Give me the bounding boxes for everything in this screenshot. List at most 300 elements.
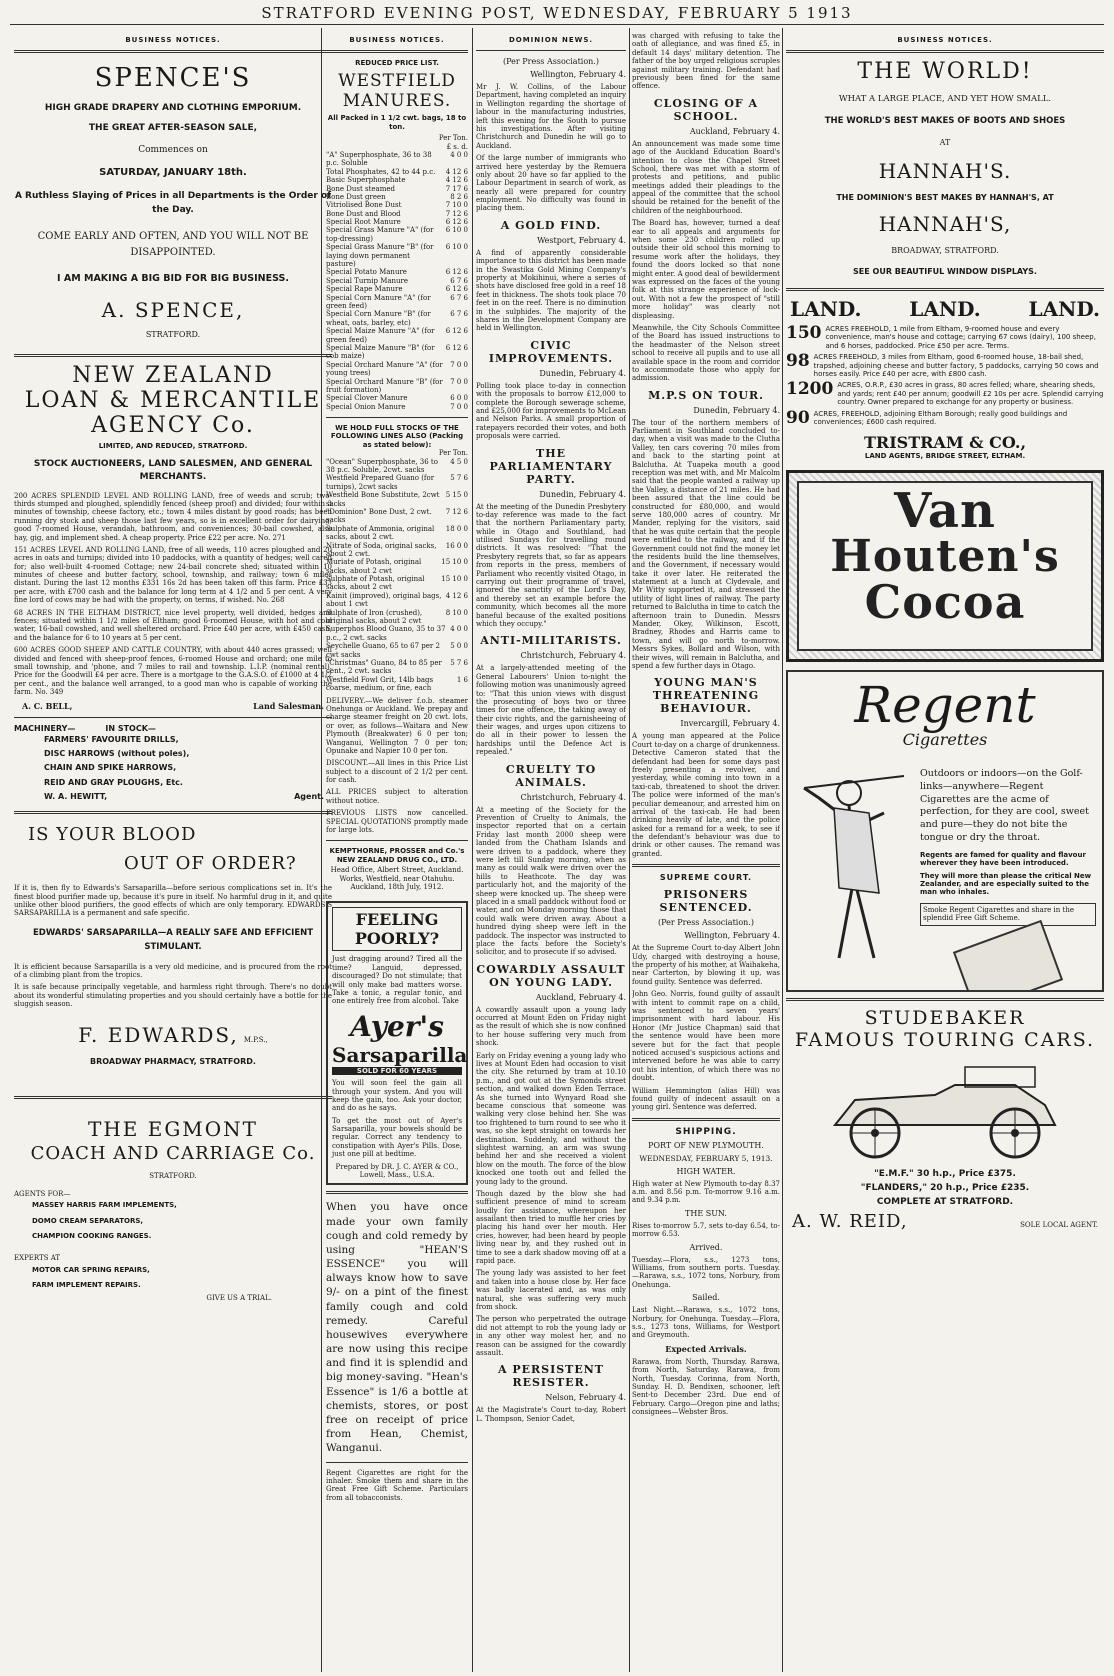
price-item-value: 6 12 6 <box>445 285 468 294</box>
blood-subhead: EDWARDS' SARSAPARILLA—A REALLY SAFE AND EFFICIENT STIMULANT. <box>32 927 314 953</box>
price-item-value: 7 0 0 <box>450 377 468 386</box>
egmont-experts-list <box>32 1263 332 1294</box>
divider <box>14 50 332 53</box>
price-item-name: Bone Dust green <box>326 192 386 201</box>
news-para: A cowardly assault upon a young lady occurred at Mount Eden on Friday night as the result of which she is now confined to her house suffering very much from shock. <box>476 1005 626 1048</box>
touring-title: FAMOUS TOURING CARS. <box>794 1028 1096 1051</box>
news-para: Polling took place to-day in connection with the proposals to borrow £12,000 to complete the Borough sewerage scheme, and £25,000 for improvements to McLean and Nelson Parks. A small proportion of ratepayers recorded their votes, and both proposals were carried. <box>476 381 626 441</box>
spence-come: COME EARLY AND OFTEN, AND YOU WILL NOT BE DISAPPOINTED. <box>37 231 309 258</box>
price-item-value: 5 7 6 <box>450 659 468 667</box>
headline-resister: A PERSISTENT RESISTER. <box>497 1363 604 1390</box>
spence-name: A. SPENCE, <box>101 298 245 322</box>
price-row <box>326 575 468 592</box>
column-5 <box>786 28 1104 1672</box>
cocoa-word: Cocoa <box>864 574 1026 629</box>
agent-role: Land Salesman. <box>253 700 324 711</box>
headline-behaviour: YOUNG MAN'S THREATENING BEHAVIOUR. <box>652 676 760 716</box>
price-row <box>326 277 468 285</box>
arrived-heading: Arrived. <box>689 1242 723 1252</box>
price-row <box>326 625 468 642</box>
news-para: William Hemmington (alias Hill) was found guilty of indecent assault on a young girl. Sentence was deferred. <box>632 1086 780 1112</box>
ayer-body: Just dragging around? Tired all the time? Languid, depressed, discouraged? Do not stimulate; that will only make bad matters worse. Take a tonic, a regular tonic, and one entirely free from alcohol. Take <box>332 955 462 1006</box>
price-item-name: Sulphate of Ammonia, original sacks, about 2 cwt. <box>326 524 435 542</box>
westfield-title-1: WESTFIELD <box>338 71 456 92</box>
spence-advert <box>14 63 332 340</box>
price-row <box>326 201 468 209</box>
egmont-advert <box>14 1117 332 1303</box>
price-item-value: 7 12 6 <box>445 507 468 516</box>
land-word: LAND. <box>909 297 981 321</box>
price-item-value: 15 10 0 <box>441 575 468 584</box>
agency-item: DOMO CREAM SEPARATORS, <box>32 1216 144 1225</box>
hewitt-name: W. A. HEWITT, <box>44 792 108 802</box>
regent-note: Regent Cigarettes are right for the inhaler. Smoke them and share in the Great Free Gift Scheme. Particulars from all tobacconists. <box>326 1468 468 1502</box>
machinery-label: MACHINERY— <box>14 723 76 733</box>
regent-box-text: Smoke Regent Cigarettes and share in the splendid Free Gift Scheme. <box>920 903 1096 926</box>
price-item-name: Westfield Prepared Guano (for turnips), 2cwt sacks <box>326 474 435 491</box>
price-item-value: 6 7 6 <box>450 293 468 302</box>
price-row <box>326 185 468 193</box>
cigarette-packet <box>953 919 1063 992</box>
headline-school: CLOSING OF A SCHOOL. <box>653 96 759 123</box>
hannahs-window: SEE OUR BEAUTIFUL WINDOW DISPLAYS. <box>853 267 1037 276</box>
world-best: THE WORLD'S BEST MAKES OF BOOTS AND SHOES <box>824 116 1066 126</box>
acre-number: 90 <box>786 407 810 428</box>
divider <box>476 50 626 51</box>
divider <box>786 288 1104 291</box>
news-para: At the meeting of the Dunedin Presbytery to-day reference was made to the fact that the northern Parliamentary party, while in Otago and Southland, had utilised Sundays for travelling round districts. It was resolved: "That the Presbytery regrets that, so far as appears from reports in the press, members of Parliament who recently visited Otago, in carrying out their programme of travel, ignored the sanctity of the Lord's Day, and thereby set an example before the community, which becomes all the more baneful because of the exalted positions which they occupy." <box>476 502 626 628</box>
flanders-price: "FLANDERS," 20 h.p., Price £235. <box>860 1182 1030 1193</box>
tristram-sub: LAND AGENTS, BRIDGE STREET, ELTHAM. <box>864 451 1026 460</box>
spence-sale: THE GREAT AFTER-SEASON SALE, <box>88 123 258 133</box>
column-2 <box>326 28 468 1672</box>
news-para: Though dazed by the blow she had sufficient presence of mind to scream loudly for assistance, whereupon her assailant then tried to muffle her cries by placing his hand over her mouth. Her cries, however, had been heard by people living near by, and they rushed out in time to see a dark shadow moving off at a rapid pace. <box>476 1189 626 1266</box>
machinery-item: CHAIN AND SPIKE HARROWS, <box>44 763 177 773</box>
nzloan-listing: 68 ACRES IN THE ELTHAM DISTRICT, nice level property, well divided, hedges and fences; situated within 1 1/2 miles of Eltham; good 6-roomed House, with hot and cold water, 16-bail cowshed, and well sheltered orchard. Price £40 per acre, with £450 cash, and the balance for 6 to 10 years at 5 per cent. <box>14 608 332 642</box>
dateline: Christchurch, February 4. <box>520 792 626 802</box>
high-water-text: High water at New Plymouth to-day 8.37 a.m. and 8.56 p.m. To-morrow 9.16 a.m. and 9.34 p.m. <box>632 1179 780 1205</box>
price-row <box>326 268 468 276</box>
blood-para: It is efficient because Sarsaparilla is a very old medicine, and is procured from the root of a climbing plant from the tropics. <box>14 962 332 979</box>
press-assoc: (Per Press Association.) <box>658 918 754 928</box>
price-item-name: Sulphate of Iron (crushed), original sacks, about 2 cwt <box>326 608 423 626</box>
regent-cigarettes: Cigarettes <box>902 729 988 749</box>
delivery-note: DELIVERY.—We deliver f.o.b. steamer Onehunga or Auckland. We prepay and charge steamer freight on 20 cwt. lots, or over, as follows—Waitara and New Plymouth (Breakwater) 6 0 per ton; Wanganui, Wellington 7 0 per ton; Opunake and Napier 10 0 per ton. <box>326 696 468 755</box>
news-para: The person who perpetrated the outrage did not attempt to rob the young lady or in any other way molest her, and no reason can be assigned for the cowardly assault. <box>476 1315 626 1357</box>
nzloan-stock: STOCK AUCTIONEERS, LAND SALESMEN, AND GENERAL MERCHANTS. <box>33 459 313 482</box>
sun-heading: THE SUN. <box>685 1208 727 1218</box>
dateline: Wellington, February 4. <box>684 931 780 941</box>
world-sub: WHAT A LARGE PLACE, AND YET HOW SMALL. <box>838 94 1052 104</box>
news-para: The young lady was assisted to her feet and taken into a house close by. Her face was badly lacerated and, as was only natural, she was suffering very much from shock. <box>476 1269 626 1311</box>
price-row <box>326 592 468 609</box>
price-item-name: Special Onion Manure <box>326 402 406 411</box>
nzloan-title-3: AGENCY Co. <box>91 413 255 438</box>
price-row <box>326 193 468 201</box>
news-para: A young man appeared at the Police Court to-day on a charge of drunkenness. Detective Cameron stated that the defendant had been for some days past freely presenting a revolver, and yesterday, while coming into town in a taxi-cab, threatened to shoot the driver. The police were informed of the man's peculiar demeanour, and arrested him on arrival of the taxi-cab. He had been drinking heavily of late, and the police asked for a remand for a week, to see if the defendant's behaviour was due to drink or other causes. The remand was granted. <box>632 732 780 858</box>
car-illustration <box>815 1055 1075 1165</box>
price-item-value: 4 5 0 <box>450 457 468 466</box>
news-para: An announcement was made some time ago of the Auckland Education Board's intention to close the Chapel Street School, there was met with a storm of protests and petitions, and public meetings added their pleadings to the appeal of the committee that the school should be retained for the benefit of the children of the neighbourhood. <box>632 139 780 215</box>
news-para: A find of apparently considerable importance to this district has been made in the Swastika Gold Mining Company's property at Mokihinui, where a series of shots have disclosed free gold in a reef 18 feet in thickness. The shots took place 70 feet in on the reef. There is no diminution in the sulphides. The majority of the shares in the Development Company are held in Wellington. <box>476 248 626 333</box>
price-row <box>326 394 468 402</box>
kempthorne: KEMPTHORNE, PROSSER and Co.'s NEW ZEALAND DRUG CO., LTD. <box>329 847 465 864</box>
blood-para: It is safe because principally vegetable, and harmless right through. There's no doubt about its wonderful stimulating properties and you should certainly have a bottle for the sluggish season. <box>14 983 332 1009</box>
price-row <box>326 542 468 559</box>
hannahs-broadway: BROADWAY, STRATFORD. <box>891 246 999 255</box>
nzloan-listing: 151 ACRES LEVEL AND ROLLING LAND, free of all weeds, 110 acres ploughed and 20 acres in oats and turnips; divided into 10 paddocks, with a quantity of hedges; well cared for; also well-built 4-roomed Cottage; new 24-bail concrete shed; situated within 10 minutes of cheese and butter factory, school, township, and railway; town 6 miles distant. During the last 12 months £331 16s 2d has been taken off this farm. Price £33 per acre, with £700 cash and the balance for long term at 4 1/2 and 5 per cent. A very fine lord of cows may be had with the property, on terms, if wished. No. 268 <box>14 545 332 605</box>
price-item-name: Special Potato Manure <box>326 268 407 277</box>
sun-text: Rises to-morrow 5.7, sets to-day 6.54, to-morrow 6.53. <box>632 1221 780 1239</box>
price-item-name: Special Rape Manure <box>326 285 403 294</box>
price-item-name: Total Phosphates, 42 to 44 p.c. <box>326 167 436 176</box>
price-row <box>326 210 468 218</box>
price-item-value: 6 7 6 <box>450 310 468 319</box>
price-item-name: Vitriolised Bone Dust <box>326 201 402 210</box>
section-label: BUSINESS NOTICES. <box>897 36 993 44</box>
regent-brand: Regent <box>854 675 1036 734</box>
section-label: BUSINESS NOTICES. <box>349 36 445 44</box>
reid-sign <box>792 1211 1098 1232</box>
price-item-name: Kainit (improved), original bags, about 1 cwt <box>326 591 442 609</box>
price-item-name: Seychelle Guano, 65 to 67 per 2 cwt sacks <box>326 642 440 659</box>
spence-date: SATURDAY, JANUARY 18th. <box>99 167 247 178</box>
golfer-illustration <box>794 768 914 968</box>
blood-advert <box>14 824 332 1065</box>
acre-listing <box>786 325 1104 350</box>
price-row <box>326 151 468 168</box>
machinery-list <box>44 733 332 791</box>
agent-name: A. C. BELL, <box>22 700 73 711</box>
price-row <box>326 525 468 542</box>
feeling-poorly: FEELING POORLY? <box>332 907 462 951</box>
divider <box>632 1118 780 1121</box>
egmont-town: STRATFORD. <box>149 1171 197 1180</box>
manure-price-list <box>326 151 468 411</box>
price-item-name: Special Grass Manure "A" (for top-dressing) <box>326 226 434 243</box>
divider <box>326 1462 468 1463</box>
blood-para: If it is, then fly to Edwards's Sarsaparilla—before serious complications set in. It's the finest blood purifier made up, because it's pure in itself. No harmful drug in it, and quite unlike other blood purifiers, the good effects of which are only temporary. EDWARDS'S SARSAPARILLA is a permanent and safe specific. <box>14 884 332 918</box>
section-label: BUSINESS NOTICES. <box>125 36 221 44</box>
price-item-value: 6 12 6 <box>445 343 468 352</box>
ayer-advert <box>326 901 468 1185</box>
machinery-item: REID AND GRAY PLOUGHS, Etc. <box>44 777 183 787</box>
egmont-title-2: COACH AND CARRIAGE Co. <box>30 1142 316 1164</box>
price-item-value: 6 12 6 <box>445 268 468 277</box>
nzloan-title-2: LOAN & MERCANTILE <box>24 388 322 413</box>
acre-listings <box>786 325 1104 427</box>
headline-anti: ANTI-MILITARISTS. <box>480 634 622 648</box>
price-item-value: 4 0 0 <box>450 625 468 634</box>
hannahs-2: HANNAH'S, <box>878 212 1012 236</box>
regent-text: Outdoors or indoors—on the Golf-links—anywhere—Regent Cigarettes are the acme of perfection, for they are cool, sweet and pure—they do not bite the tongue or dry the throat. <box>920 767 1089 843</box>
price-row <box>326 403 468 411</box>
price-item-name: "A" Superphosphate, 36 to 38 p.c. Soluble <box>326 150 432 168</box>
discount-note: DISCOUNT.—All lines in this Price List subject to a discount of 2 1/2 per cent. for cash. <box>326 759 468 785</box>
blood-title-1: IS YOUR BLOOD <box>28 824 197 846</box>
regent-small-2: They will more than please the critical New Zealander, and are especially suited to the man who inhales. <box>920 871 1092 897</box>
hewitt-role: Agent. <box>294 792 324 802</box>
price-row <box>326 176 468 184</box>
price-item-value: 5 15 0 <box>445 491 468 500</box>
headline-tour: M.P.S ON TOUR. <box>648 388 764 402</box>
egmont-trial: GIVE US A TRIAL. <box>206 1293 272 1302</box>
column-rule <box>782 28 783 1672</box>
reid-role: SOLE LOCAL AGENT. <box>1020 1220 1098 1229</box>
studebaker-title: STUDEBAKER <box>864 1006 1026 1029</box>
acre-listing <box>786 407 1104 428</box>
column-rule <box>472 28 473 1672</box>
machinery-item: DISC HARROWS (without poles), <box>44 748 190 758</box>
in-stock-label: IN STOCK— <box>105 723 156 733</box>
complete-at: COMPLETE AT STRATFORD. <box>876 1196 1014 1207</box>
price-item-value: 6 10 0 <box>445 243 468 252</box>
divider <box>786 50 1104 53</box>
price-item-value: 6 12 6 <box>445 327 468 336</box>
arrived-text: Tuesday.—Flora, s.s., 1273 tons, Williams, from southern ports. Tuesday.—Rarawa, s.s., 1072 tons, Norbury, from Onehunga. <box>632 1255 780 1289</box>
acre-listing <box>786 353 1104 378</box>
acre-number: 1200 <box>786 379 834 400</box>
price-item-value: 18 0 0 <box>445 524 468 533</box>
egmont-experts: EXPERTS AT <box>14 1254 61 1263</box>
headline-gold: A GOLD FIND. <box>500 218 602 232</box>
world-title: THE WORLD! <box>857 59 1033 84</box>
price-item-name: Westfield Bone Substitute, 2cwt sacks <box>326 491 440 508</box>
price-item-value: 15 10 0 <box>441 558 468 567</box>
acre-listing <box>786 381 1104 406</box>
dateline: Nelson, February 4. <box>545 1393 626 1403</box>
masthead: STRATFORD EVENING POST, WEDNESDAY, FEBRUARY 5 1913 <box>261 4 853 22</box>
egmont-agent-list <box>32 1198 332 1244</box>
price-item-value: 4 12 6 <box>445 167 468 176</box>
price-row <box>326 226 468 243</box>
price-item-name: Sulphate of Potash, original sacks, about 2 cwt <box>326 575 425 592</box>
divider <box>326 840 468 841</box>
price-item-value: 16 0 0 <box>445 541 468 550</box>
divider <box>14 717 332 718</box>
nzloan-agent <box>22 701 324 711</box>
headline-civic: CIVIC IMPROVEMENTS. <box>488 338 614 365</box>
previous-note: PREVIOUS LISTS now cancelled. SPECIAL QUOTATIONS promptly made for large lots. <box>326 809 468 835</box>
agency-item: CHAMPION COOKING RANGES. <box>32 1232 152 1241</box>
price-item-value: 1 6 <box>456 675 468 684</box>
machinery-heading <box>14 724 332 733</box>
price-item-value: 6 10 0 <box>445 226 468 235</box>
masthead-rule <box>10 24 1104 25</box>
hannahs-advert <box>786 59 1104 276</box>
price-item-name: Special Grass Manure "B" (for laying down permanent pasture) <box>326 243 434 269</box>
price-row <box>326 558 468 575</box>
price-item-name: Muriate of Potash, original sacks, about 2 cwt <box>326 558 422 575</box>
acre-text: ACRES FREEHOLD, 3 miles from Eltham, good 6-roomed house, 18-bail shed, trapshed, adjoining cheese and butter factory, 5 paddocks, carrying 50 cows and horses easily. Price £40 per acre, with £800 cash. <box>813 353 1099 378</box>
column-3 <box>476 28 626 1672</box>
land-word: LAND. <box>790 297 862 321</box>
expected-text: Rarawa, from North, Thursday. Rarawa, from North, Saturday. Rarawa, from North, Tuesday. Corinna, from North, Sunday. H. D. Bendixen, schooner, left Sent-to December 23rd. Due end of February. Cargo—Oregon pine and laths; consignees—Webster Bros. <box>632 1357 780 1417</box>
nz-loan-advert <box>14 363 332 801</box>
regent-advert <box>786 670 1104 992</box>
emf-price: "E.M.F." 30 h.p., Price £375. <box>874 1168 1016 1179</box>
news-para: Meanwhile, the City Schools Committee of the Board has issued instructions to the headmaster of the Nelson street school to receive all pupils and to use all available space in the room and corridor to accommodate those who apply for admission. <box>632 323 780 383</box>
nzloan-listing: 600 ACRES GOOD SHEEP AND CATTLE COUNTRY, with about 440 acres grassed; well divided and fenced with sheep-proof fences, 6-roomed House and orchard; one mile to small township, and 'phone, and 7 miles to rail and township. L.I.P. (nominal rental). Price for the Goodwill £4 per acre. There is a mortgage to the G.A.S.O. of £1000 at 4 1/2 per cent., and the balance well arranged, to a good man who is capable of working the farm. No. 349 <box>14 646 332 697</box>
price-item-value: 8 2 6 <box>450 192 468 201</box>
price-item-value: 6 7 6 <box>450 276 468 285</box>
column-rule <box>629 28 630 1672</box>
headline-assault: COWARDLY ASSAULT ON YOUNG LADY. <box>476 962 626 989</box>
price-item-name: Special Turnip Manure <box>326 276 409 285</box>
ayer-prep: Prepared by DR. J. C. AYER & CO., Lowell, Mass., U.S.A. <box>335 1162 459 1180</box>
news-para: Of the large number of immigrants who arrived here yesterday by the Remuera only about 20 have so far applied to the Labour Department in search of work, as nearly all were prepared for country employment. No difficulty was found in placing them. <box>476 154 626 213</box>
price-item-name: Special Orchard Manure "B" (for fruit formation) <box>326 377 443 394</box>
dateline: Dunedin, February 4. <box>693 405 780 415</box>
price-item-name: Special Root Manure <box>326 218 401 227</box>
headline-prisoners: PRISONERS SENTENCED. <box>659 888 753 915</box>
headline-shipping: SHIPPING. <box>675 1126 737 1137</box>
price-row <box>326 474 468 491</box>
price-row <box>326 508 468 525</box>
hewitt-sign <box>44 792 324 801</box>
kempthorne-office: Head Office, Albert Street, Auckland. Works, Westfield, near Otahuhu. Auckland, 18th July, 1912. <box>330 866 464 891</box>
regent-small-1: Regents are famed for quality and flavour wherever they have been introduced. <box>920 850 1086 868</box>
price-row <box>326 659 468 676</box>
reid-name: A. W. REID, <box>792 1210 908 1232</box>
land-word: LAND. <box>1028 297 1100 321</box>
price-item-name: Special Corn Manure "A" (for green feed) <box>326 293 431 310</box>
prices-note: ALL PRICES subject to alteration without notice. <box>326 788 468 805</box>
dateline: Christchurch, February 4. <box>520 651 626 661</box>
divider <box>14 1096 332 1099</box>
dateline: Dunedin, February 4. <box>539 489 626 499</box>
nzloan-limited: LIMITED, AND REDUCED, STRATFORD. <box>98 442 248 450</box>
shipping-date: WEDNESDAY, FEBRUARY 5, 1913. <box>639 1153 773 1163</box>
news-para: The tour of the northern members of Parliament in Southland concluded to-day, when a visit was made to the Clutha Valley, ten cars covering 70 miles from and back to the starting point at Balclutha. At Tuapeka mouth a good reception was met with, and Mr Malcolm said that the people wanted a railway up the Valley, a distance of 21 miles. He had been assured that the line could be constructed for £80,000, and would serve 180,000 acres of country. Mr Mander, replying for the visitors, said that he was quite certain that the people were entitled to the railway, and if the Government could not find the money let the residents build the line themselves, and the Government, if necessary would take it over later. He reiterated the statement at a lunch at Clydevale, and Mr Witty supported it, and stressed the utility of light lines of railway. The party returned to Balclutha in time to catch the afternoon train to Dunedin. Messrs Mander, Okey, Wilkinson, Escott, Bradney, Rhodes and Harris came to town, and will go north to-morrow. Messrs Sykes, Bollard and Wilson, with their wives, will remain in Balclutha, and spend a few further days in Otago. <box>632 418 780 670</box>
world-at: AT <box>939 138 951 147</box>
expert-item: MOTOR CAR SPRING REPAIRS, <box>32 1265 150 1274</box>
studebaker-advert <box>786 1007 1104 1232</box>
egmont-title-1: THE EGMONT <box>87 1116 259 1141</box>
ayer-brand-2: Sarsaparilla <box>332 1042 468 1067</box>
news-para: Early on Friday evening a young lady who lives at Mount Eden had occasion to visit the city. She returned by tram at 10.10 p.m., and got out at the Symonds street section, and walked down Eden Terrace. As she turned into Wynyard Road she became conscious that someone was walking very close behind her. She was too frightened to turn round to see who it was, so she kept straight on towards her destination. Suddenly, and without the slightest warning, an arm was swung behind her and she received a violent blow on the mouth. The force of the blow knocked one tooth out and felled the young lady to the ground. <box>476 1051 626 1186</box>
spence-bid: I AM MAKING A BIG BID FOR BIG BUSINESS. <box>57 273 289 284</box>
reduced-price: REDUCED PRICE LIST. <box>355 59 439 67</box>
price-row <box>326 285 468 293</box>
price-item-name: Bone Dust steamed <box>326 184 395 193</box>
news-para: At the Supreme Court to-day Albert John Udy, charged with destroying a house, the property of his mother, at Waihakeha, near Carterton, by blowing it up, was found guilty. Sentence was deferred. <box>632 944 780 986</box>
price-item-name: "Christmas" Guano, 84 to 85 per cent., 2 cwt. sacks <box>326 659 442 676</box>
price-item-name: Nitrate of Soda, original sacks, about 2 cwt. <box>326 541 437 558</box>
divider <box>786 998 1104 1001</box>
spence-title: SPENCE'S <box>94 63 252 93</box>
van-houten-advert <box>786 470 1104 662</box>
packed-note: All Packed in 1 1/2 cwt. bags, 18 to ton. <box>327 114 467 131</box>
news-para: At the Magistrate's Court to-day, Robert L. Thompson, Senior Cadet, <box>476 1406 626 1423</box>
price-item-value: 7 10 0 <box>445 201 468 210</box>
divider <box>632 864 780 867</box>
edwards-mps: M.P.S., <box>243 1035 268 1044</box>
per-ton: Per Ton. <box>438 134 468 143</box>
price-row <box>326 378 468 395</box>
price-item-name: Superphos Blood Guano, 35 to 37 p.c., 2 cwt. sacks <box>326 625 446 642</box>
port-heading: PORT OF NEW PLYMOUTH. <box>648 1140 764 1150</box>
hannahs-1: HANNAH'S. <box>878 159 1012 183</box>
divider <box>14 811 332 814</box>
machinery-item: FARMERS' FAVOURITE DRILLS, <box>44 734 179 744</box>
headline-party: THE PARLIAMENTARY PARTY. <box>489 446 613 486</box>
price-row <box>326 168 468 176</box>
price-row <box>326 642 468 659</box>
dateline: Invercargill, February 4. <box>680 719 780 729</box>
price-item-value: 5 0 0 <box>450 642 468 651</box>
manure-price-list-2 <box>326 458 468 693</box>
price-item-name: Special Clover Manure <box>326 394 408 403</box>
price-row <box>326 458 468 475</box>
price-row <box>326 676 468 693</box>
sailed-heading: Sailed. <box>692 1293 720 1303</box>
blood-title-2: OUT OF ORDER? <box>124 853 297 875</box>
price-row <box>326 361 468 378</box>
tristram-advert <box>786 297 1104 460</box>
westfield-title-2: MANURES. <box>342 91 452 112</box>
column-1 <box>14 28 332 1672</box>
price-item-name: "Ocean" Superphosphate, 36 to 38 p.c. Soluble, 2cwt. sacks <box>326 457 438 475</box>
spence-slay: A Ruthless Slaying of Prices in all Departments is the Order of the Day. <box>14 191 332 215</box>
spence-subtitle: HIGH GRADE DRAPERY AND CLOTHING EMPORIUM. <box>44 103 302 113</box>
price-row <box>326 491 468 508</box>
divider <box>326 1191 468 1194</box>
price-row <box>326 310 468 327</box>
news-para: At a largely-attended meeting of the General Labourers' Union to-night the following motion was unanimously agreed to: "That this union views with disgust the prosecuting of boys two or three times for one offence, the taking away of their civic rights, and the garnisheeing of their wages, and urges upon citizens to do all in their power to lessen the hardships until the Defence Act is repealed." <box>476 664 626 757</box>
ayer-body-3: To get the most out of Ayer's Sarsaparilla, your bowels should be regular. Correct any tendency to constipation with Ayer's Pills. Dose, just one pill at bedtime. <box>332 1116 462 1159</box>
currency-cols: £ s. d. <box>446 142 468 151</box>
price-row <box>326 344 468 361</box>
price-item-value: 6 0 0 <box>450 394 468 403</box>
dateline: Auckland, February 4. <box>689 126 780 136</box>
price-item-value: 4 12 6 <box>445 591 468 600</box>
ayer-sold: SOLD FOR 60 YEARS <box>332 1067 462 1075</box>
price-row <box>326 294 468 311</box>
spence-town: STRATFORD. <box>145 330 201 339</box>
price-item-name: Special Maize Manure "B" (for cob maize) <box>326 343 435 361</box>
price-item-value: 7 12 6 <box>445 209 468 218</box>
land-heading <box>790 297 1100 321</box>
edwards-pharmacy: BROADWAY PHARMACY, STRATFORD. <box>90 1056 256 1066</box>
price-row <box>326 218 468 226</box>
news-para: was charged with refusing to take the oath of allegiance, and was fined £5, in default 14 days' military detention. The father of the boy urged religious scruples against military training. Defendant had previously been fined for the same offence. <box>632 32 780 91</box>
per-ton-2: Per Ton. <box>438 449 468 458</box>
nzloan-listing: 200 ACRES SPLENDID LEVEL AND ROLLING LAND, free of weeds and scrub; two-thirds stumped and ploughed, splendidly fenced (sheep proof) and divided; four within 3 minutes of township, cheese factory, etc.; town 4 miles distant by good roads; has been running dry stock and sheep those last few years, so is in excellent order for dairying; good 7-roomed House, verandah, bathroom, and conveniences; 30-bail cowshed, also hay, gig, and implement shed. A cheap property. Price £22 per acre. No. 271 <box>14 491 332 542</box>
price-row <box>326 327 468 344</box>
news-para: At a meeting of the Society for the Prevention of Cruelty to Animals, the inspector reported that on a certain Friday last month 2000 sheep were landed from the Chatham Islands and were driven to a paddock, where they were left till Sunday morning, when as many as could walk were driven over the hills to Heathcote. The day was particularly hot, and the majority of the sheep were knocked up. The sheep were placed in a small paddock without food or water, and on Monday morning those that could walk were driven away. About a hundred dying sheep were left in the paddock. The inspector was instructed to place the facts before the Society's solicitor, and to prosecute if so advised. <box>476 805 626 957</box>
spence-commences: Commences on <box>138 145 208 155</box>
dateline: Westport, February 4. <box>537 235 626 245</box>
acre-number: 98 <box>786 351 810 372</box>
price-item-value: 4 12 6 <box>445 176 468 185</box>
divider <box>326 50 468 53</box>
column-4 <box>632 28 780 1672</box>
section-label: DOMINION NEWS. <box>508 36 594 44</box>
acre-text: ACRES FREEHOLD, 1 mile from Eltham, 9-roomed house and every convenience, man's house and cottage; carrying 67 cows (dairy), 100 sheep, and 6 horses, paddocked. Price £50 per acre. Terms. <box>825 325 1096 350</box>
hannahs-dominion: THE DOMINION'S BEST MAKES BY HANNAH'S, AT <box>836 193 1054 202</box>
news-para: The Board has, however, turned a deaf ear to all appeals and arguments for when some 230 children rolled up outside their old school this morning to resume work after the holidays, they found the doors locked so that none might enter. A good deal of bewilderment was expressed on the faces of the young folk at this strange experience of lock-out. With not a few the prospect of "still more holiday" was clearly not displeasing. <box>632 219 780 320</box>
divider <box>14 354 332 357</box>
hean-essence: When you have once made your own family cough and cold remedy by using "HEAN'S ESSENCE" you will always know how to save 9/- on a pint of the finest family cough and cold remedy. Careful housewives everywhere are now using this recipe and find it is splendid and big money-saving. "Hean's Essence" is 1/6 a bottle at chemists, stores, or post free on receipt of price from Hean, Chemist, Wanganui. <box>326 1201 468 1455</box>
price-item-name: Special Maize Manure "A" (for green feed) <box>326 327 435 344</box>
edwards-name: F. EDWARDS, <box>78 1022 239 1047</box>
expected-heading: Expected Arrivals. <box>665 1343 747 1354</box>
price-item-name: Bone Dust and Blood <box>326 209 401 218</box>
news-para: Mr J. W. Collins, of the Labour Department, having completed an inquiry in Wellington regarding the shortage of labour in the manufacturing industries, left this evening for the South to pursue his investigations. After visiting Christchurch and Dunedin he will go to Auckland. <box>476 83 626 150</box>
ayer-brand: Ayer's <box>350 1009 444 1043</box>
nzloan-title-1: NEW ZEALAND <box>72 363 274 388</box>
